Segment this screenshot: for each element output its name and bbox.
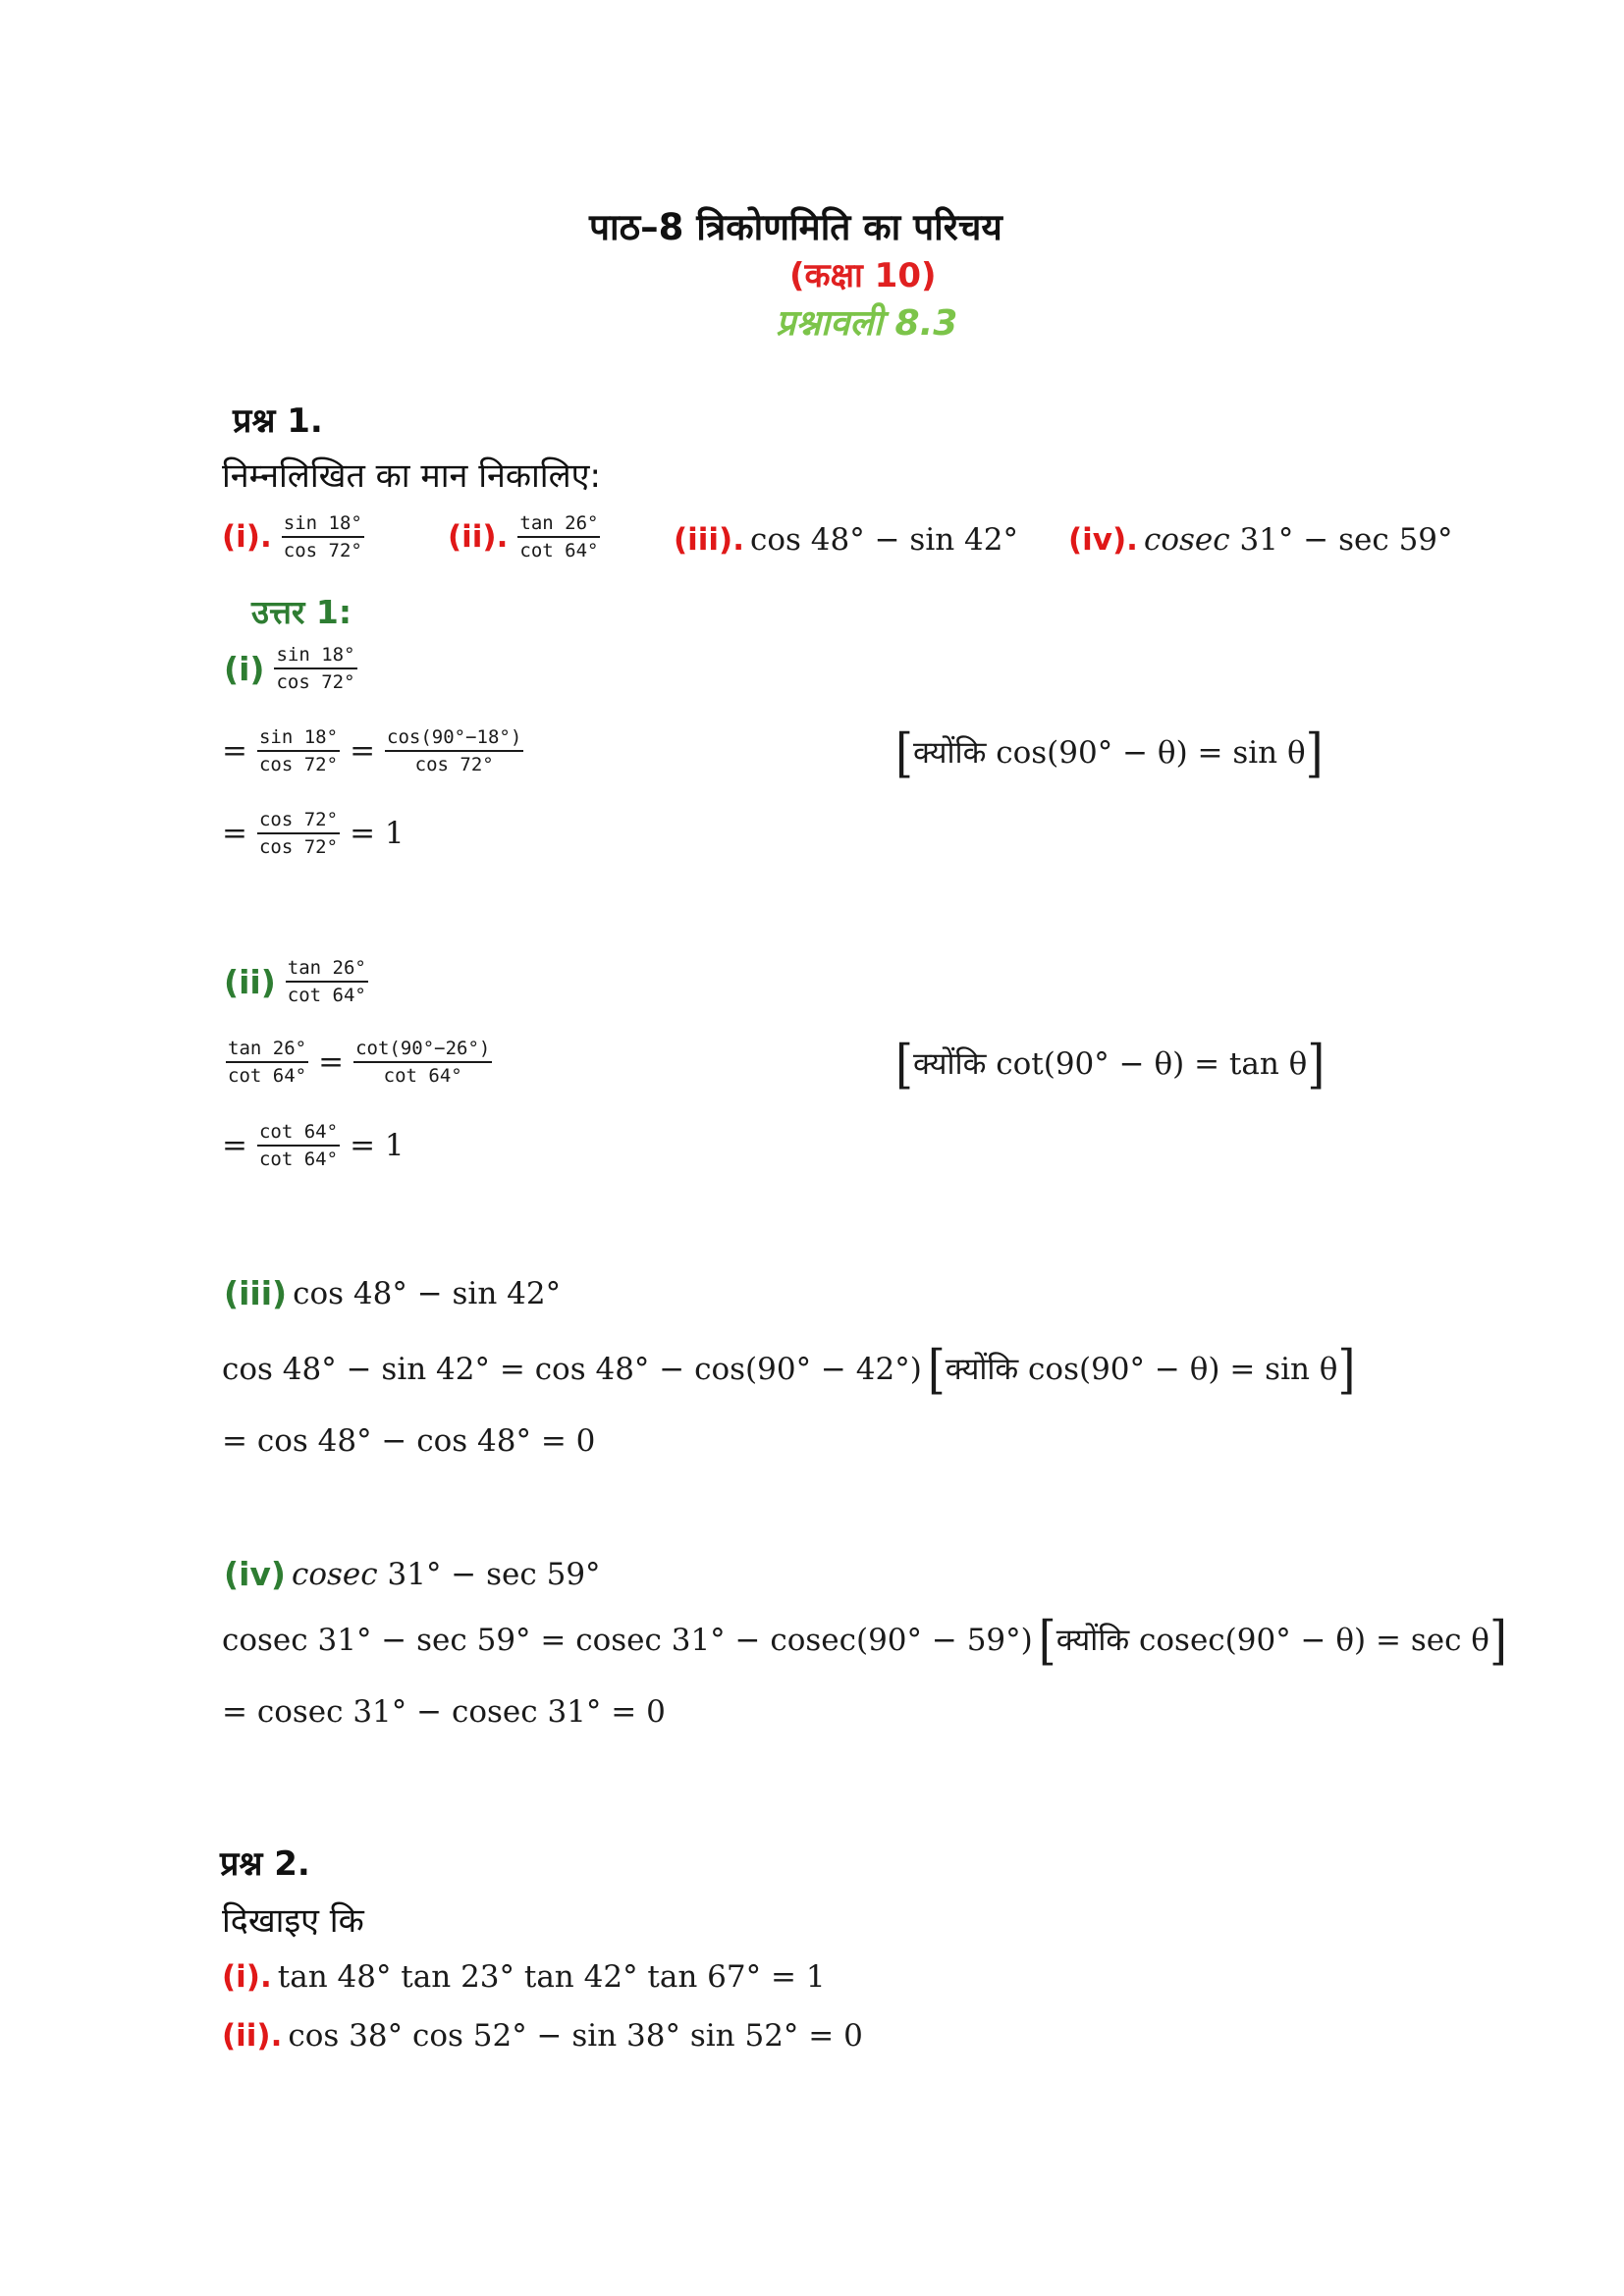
q2-part-i xyxy=(222,1959,826,1995)
a1-iii-step-2: = cos 48° − cos 48° = 0 xyxy=(222,1423,596,1459)
a1-iii-reason: [क्योंकि cos(90° − θ) = sin θ] xyxy=(927,1338,1356,1401)
a1-i-step-1 xyxy=(222,726,527,775)
exercise-title: प्रश्नावली 8.3 xyxy=(776,303,958,344)
q1-part-ii xyxy=(448,512,604,561)
part-label: (iv). xyxy=(1068,522,1138,558)
fraction xyxy=(385,726,523,775)
denominator: cot 64° xyxy=(383,1065,462,1087)
denominator: cot 64° xyxy=(519,540,599,561)
part-label: (i). xyxy=(222,519,272,555)
reason-expression: cos(90° − θ) = sin θ xyxy=(986,735,1306,771)
denominator: cos 72° xyxy=(258,754,339,775)
numerator: cot 64° xyxy=(257,1121,340,1147)
expression: cos 48° − sin 42° xyxy=(293,1275,562,1311)
reason-expression: cos(90° − θ) = sin θ xyxy=(1018,1352,1338,1387)
fraction xyxy=(257,1121,340,1170)
a1-iv-reason: [क्योंकि cosec(90° − θ) = sec θ] xyxy=(1038,1609,1507,1672)
fraction xyxy=(257,726,340,775)
reason-word: क्योंकि xyxy=(912,1046,987,1082)
numerator: cos 72° xyxy=(257,809,340,834)
numerator: sin 18° xyxy=(274,644,356,669)
expression: tan 48° tan 23° tan 42° tan 67° = 1 xyxy=(277,1959,826,1995)
equals: = xyxy=(350,733,376,769)
denominator: cos 72° xyxy=(414,754,494,775)
numerator: tan 26° xyxy=(226,1038,308,1063)
question-1-prompt: निम्नलिखित का मान निकालिए: xyxy=(222,456,601,496)
a1-iii-step-1 xyxy=(222,1338,1356,1401)
a1-iii-question xyxy=(224,1274,561,1312)
reason-word: क्योंकि xyxy=(1056,1623,1130,1658)
part-label: (i) xyxy=(224,649,265,688)
fraction xyxy=(257,809,340,858)
a1-ii-question xyxy=(224,957,372,1006)
denominator: cot 64° xyxy=(287,985,366,1006)
fraction xyxy=(274,644,356,693)
q1-part-iii xyxy=(674,522,1018,558)
a1-i-reason: [क्योंकि cos(90° − θ) = sin θ] xyxy=(895,721,1324,784)
fraction xyxy=(226,1038,308,1087)
reason-expression: cosec(90° − θ) = sec θ xyxy=(1129,1623,1489,1658)
a1-iv-step-1 xyxy=(222,1609,1507,1672)
part-label: (iii). xyxy=(674,522,744,558)
fraction xyxy=(353,1038,492,1087)
a1-iv-question xyxy=(224,1555,601,1593)
answer-1-heading: उत्तर 1: xyxy=(251,593,352,631)
expression: cosec 31° − sec 59° xyxy=(292,1556,601,1592)
q1-part-i xyxy=(222,512,368,561)
result: = 1 xyxy=(350,1128,405,1163)
question-2-prompt: दिखाइए कि xyxy=(222,1901,364,1941)
numerator: sin 18° xyxy=(257,726,340,752)
numerator: sin 18° xyxy=(282,512,364,538)
fraction xyxy=(517,512,600,561)
equals: = xyxy=(222,733,247,769)
equals: = xyxy=(222,1128,247,1163)
a1-ii-step-2 xyxy=(222,1121,405,1170)
question-2-heading: प्रश्न 2. xyxy=(220,1844,310,1884)
part-label: (i). xyxy=(222,1959,272,1995)
q1-part-iv xyxy=(1068,522,1453,558)
expression: cos 48° − sin 42° = cos 48° − cos(90° − 42°) xyxy=(222,1352,922,1387)
result: = 1 xyxy=(350,816,405,851)
part-label: (ii) xyxy=(224,962,276,1001)
part-label: (ii). xyxy=(222,2018,283,2054)
expression: cos 38° cos 52° − sin 38° sin 52° = 0 xyxy=(288,2018,863,2054)
numerator: cot(90°−26°) xyxy=(353,1038,492,1063)
a1-ii-step-1 xyxy=(222,1038,496,1087)
page-title: पाठ–8 त्रिकोणमिति का परिचय xyxy=(589,206,1002,248)
fraction xyxy=(286,957,368,1006)
denominator: cos 72° xyxy=(258,836,339,858)
fraction xyxy=(282,512,364,561)
equals: = xyxy=(318,1044,345,1080)
class-label: (कक्षा 10) xyxy=(789,256,937,295)
a1-ii-reason: [क्योंकि cot(90° − θ) = tan θ] xyxy=(895,1033,1326,1095)
equals: = xyxy=(222,816,247,851)
reason-word: क्योंकि xyxy=(912,735,987,771)
expression: cosec 31° − sec 59° xyxy=(1143,522,1453,558)
denominator: cot 64° xyxy=(258,1148,339,1170)
a1-iv-step-2: = cosec 31° − cosec 31° = 0 xyxy=(222,1694,666,1730)
part-label: (iii) xyxy=(224,1274,288,1312)
question-1-heading: प्रश्न 1. xyxy=(233,401,323,441)
denominator: cos 72° xyxy=(283,540,362,561)
reason-word: क्योंकि xyxy=(945,1352,1019,1387)
numerator: tan 26° xyxy=(517,512,600,538)
denominator: cos 72° xyxy=(276,671,355,693)
a1-i-question xyxy=(224,644,361,693)
denominator: cot 64° xyxy=(228,1065,307,1087)
a1-i-step-2 xyxy=(222,809,405,858)
expression: cos 48° − sin 42° xyxy=(750,522,1019,558)
q2-part-ii xyxy=(222,2018,863,2054)
reason-expression: cot(90° − θ) = tan θ xyxy=(986,1046,1308,1082)
numerator: cos(90°−18°) xyxy=(385,726,523,752)
expression: cosec 31° − sec 59° = cosec 31° − cosec(90° − 59°) xyxy=(222,1623,1033,1658)
part-label: (ii). xyxy=(448,519,509,555)
part-label: (iv) xyxy=(224,1555,286,1593)
numerator: tan 26° xyxy=(286,957,368,983)
